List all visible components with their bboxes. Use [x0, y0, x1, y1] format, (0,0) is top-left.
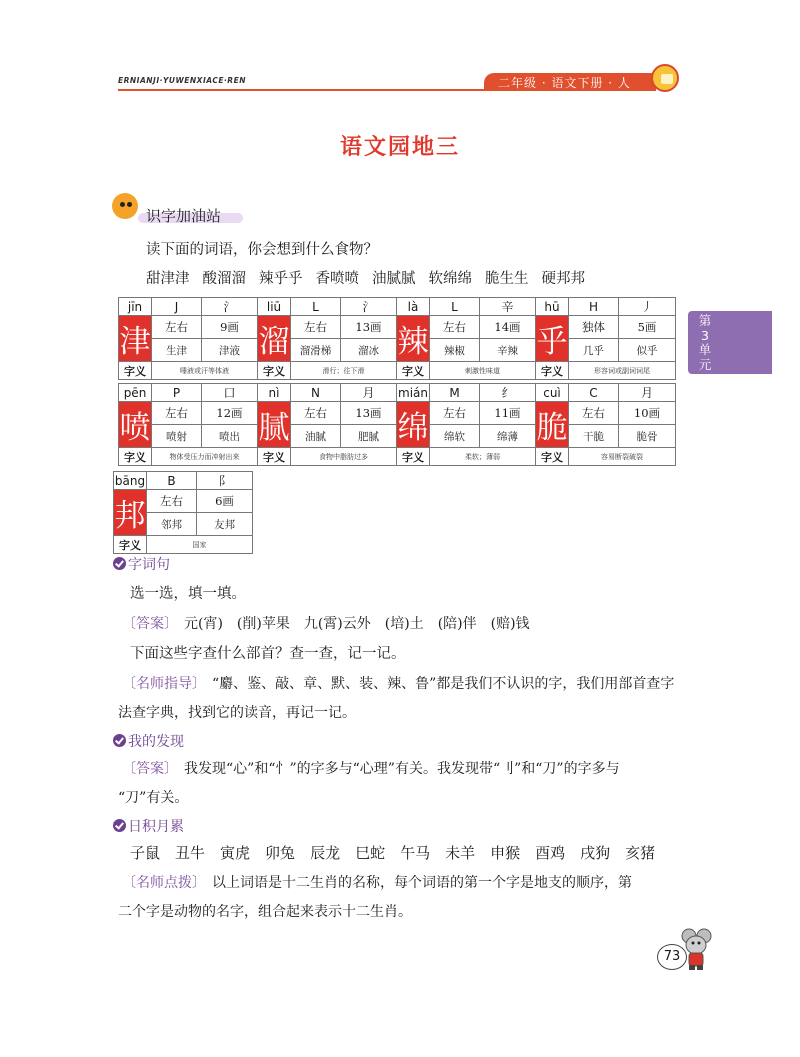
zodiac-word: 卯兔 — [265, 844, 296, 862]
char-word: 邻邦 — [147, 513, 197, 536]
char-big: 绵 — [397, 402, 430, 448]
food-words — [146, 267, 585, 288]
char-word: 辣椒 — [430, 339, 480, 362]
char-big: 喷 — [119, 402, 152, 448]
meaning-label: 字义 — [119, 448, 152, 466]
meaning-label: 字义 — [114, 536, 147, 554]
char-meaning: 唾液或汗等体液 — [152, 362, 258, 380]
char-radical: 阝 — [197, 472, 253, 490]
zodiac-word: 未羊 — [445, 844, 476, 862]
zodiac-word: 酉鸡 — [535, 844, 566, 862]
char-word: 喷射 — [152, 425, 202, 448]
char-big: 津 — [119, 316, 152, 362]
zodiac-word: 申猴 — [490, 844, 521, 862]
zodiac-list — [130, 842, 655, 863]
char-strokes: 9画 — [202, 316, 258, 339]
food-word: 油腻腻 — [372, 271, 416, 287]
char-strokes: 13画 — [341, 402, 397, 425]
zodiac-word: 午马 — [400, 844, 431, 862]
check-icon — [113, 819, 126, 832]
char-strokes: 6画 — [197, 490, 253, 513]
guide-tag: 〔名师指导〕 — [122, 676, 206, 692]
char-word: 绵薄 — [480, 425, 536, 448]
instruction-text: 读下面的词语，你会想到什么食物？ — [146, 242, 378, 258]
section-title-accumulate: 日积月累 — [128, 819, 184, 835]
char-meaning: 食物中脂肪过多 — [291, 448, 397, 466]
char-word: 津液 — [202, 339, 258, 362]
meaning-label: 字义 — [397, 362, 430, 380]
tip-tag: 〔名师点拨〕 — [122, 875, 206, 891]
section-title-discovery: 我的发现 — [128, 734, 184, 750]
char-pinyin: nì — [258, 384, 291, 402]
char-structure: 左右 — [291, 402, 341, 425]
char-word: 油腻 — [291, 425, 341, 448]
char-radical: 纟 — [480, 384, 536, 402]
char-meaning: 滑行；往下滑 — [291, 362, 397, 380]
char-pinyin: bāng — [114, 473, 146, 488]
char-word: 似乎 — [619, 339, 676, 362]
char-structure: 左右 — [430, 402, 480, 425]
char-big: 溜 — [258, 316, 291, 362]
char-pinyin: cuì — [536, 384, 569, 402]
char-letter: J — [152, 298, 202, 316]
char-word: 绵软 — [430, 425, 480, 448]
zodiac-word: 戌狗 — [580, 844, 611, 862]
char-letter: P — [152, 384, 202, 402]
meaning-label: 字义 — [536, 448, 569, 466]
guide-text-2: 法查字典，找到它的读音，再记一记。 — [118, 705, 356, 721]
section-title-literacy: 识字加油站 — [146, 207, 222, 225]
char-strokes: 12画 — [202, 402, 258, 425]
char-structure: 左右 — [147, 490, 197, 513]
char-word: 生津 — [152, 339, 202, 362]
char-word: 干脆 — [569, 425, 619, 448]
char-word: 友邦 — [197, 513, 253, 536]
char-big: 脆 — [536, 402, 569, 448]
page-title: 语文园地三 — [339, 135, 460, 160]
char-letter: C — [569, 384, 619, 402]
book-logo-icon — [651, 64, 679, 92]
char-letter: L — [430, 298, 480, 316]
char-strokes: 13画 — [341, 316, 397, 339]
char-pinyin: jīn — [119, 298, 152, 316]
char-word: 辛辣 — [480, 339, 536, 362]
char-structure: 独体 — [569, 316, 619, 339]
tip-text-1: 以上词语是十二生肖的名称，每个词语的第一个字是地支的顺序，第 — [212, 875, 632, 891]
char-pinyin: hū — [536, 298, 569, 316]
char-big: 腻 — [258, 402, 291, 448]
char-letter: L — [291, 298, 341, 316]
char-strokes: 14画 — [480, 316, 536, 339]
char-radical: 丿 — [619, 298, 676, 316]
char-pinyin: mián — [398, 385, 428, 400]
discovery-text-1: 我发现“心”和“忄”的字多与“心理”有关。我发现带“刂”和“刀”的字多与 — [184, 761, 620, 777]
food-word: 辣乎乎 — [259, 271, 303, 287]
zodiac-word: 巳蛇 — [355, 844, 386, 862]
char-word: 肥腻 — [341, 425, 397, 448]
food-word: 酸溜溜 — [202, 271, 246, 287]
char-structure: 左右 — [291, 316, 341, 339]
char-meaning: 容易断裂破裂 — [569, 448, 676, 466]
accumulate-tip — [122, 872, 632, 892]
meaning-label: 字义 — [119, 362, 152, 380]
answer-tag: 〔答案〕 — [122, 761, 178, 777]
char-pinyin: pēn — [119, 384, 152, 402]
zodiac-word: 亥猪 — [625, 844, 656, 862]
char-table-row3 — [113, 471, 253, 554]
char-radical: 口 — [202, 384, 258, 402]
char-word: 喷出 — [202, 425, 258, 448]
header-book-title: 二年级 · 语文下册 · 人 — [498, 76, 631, 90]
discovery-text-2: “刀”有关。 — [118, 790, 189, 806]
discovery-answer — [122, 758, 620, 778]
mascot-icon — [112, 193, 138, 219]
ziciju-line2: 下面这些字查什么部首？查一查，记一记。 — [130, 646, 406, 662]
char-big: 乎 — [536, 316, 569, 362]
zodiac-word: 子鼠 — [130, 844, 161, 862]
char-pinyin: là — [397, 298, 430, 316]
ziciju-answer — [122, 613, 530, 633]
char-word: 几乎 — [569, 339, 619, 362]
ziciju-guide — [122, 673, 674, 693]
char-pinyin: liū — [258, 298, 291, 316]
answer-text: 元(宵) (削)苹果 九(霄)云外 (培)土 (陪)伴 (赔)钱 — [184, 616, 530, 632]
food-word: 甜津津 — [146, 271, 190, 287]
food-word: 脆生生 — [485, 271, 529, 287]
header-pinyin-title: ERNIANJI·YUWENXIACE·REN — [118, 76, 246, 85]
char-radical: 月 — [619, 384, 676, 402]
food-word: 软绵绵 — [428, 271, 472, 287]
unit-tab-label: 第 3 单 元 — [698, 313, 712, 372]
char-meaning: 国家 — [147, 536, 253, 554]
check-icon — [113, 734, 126, 747]
zodiac-word: 辰龙 — [310, 844, 341, 862]
char-letter: N — [291, 384, 341, 402]
char-table-row2 — [118, 383, 676, 466]
char-radical: 氵 — [202, 298, 258, 316]
char-word: 溜滑梯 — [291, 339, 341, 362]
section-title-ziciju: 字词句 — [128, 557, 170, 573]
meaning-label: 字义 — [397, 448, 430, 466]
check-icon — [113, 557, 126, 570]
meaning-label: 字义 — [536, 362, 569, 380]
char-meaning: 柔软；薄弱 — [430, 448, 536, 466]
food-word: 香喷喷 — [315, 271, 359, 287]
page-number: 73 — [657, 944, 687, 970]
answer-tag: 〔答案〕 — [122, 616, 178, 632]
zodiac-word: 丑牛 — [175, 844, 206, 862]
char-structure: 左右 — [152, 316, 202, 339]
char-structure: 左右 — [152, 402, 202, 425]
char-structure: 左右 — [569, 402, 619, 425]
char-letter: H — [569, 298, 619, 316]
char-meaning: 物体受压力而冲射出来 — [152, 448, 258, 466]
char-radical: 辛 — [480, 298, 536, 316]
char-meaning: 刺激性味道 — [430, 362, 536, 380]
char-strokes: 11画 — [480, 402, 536, 425]
char-strokes: 5画 — [619, 316, 676, 339]
ziciju-line1: 选一选，填一填。 — [130, 586, 246, 602]
char-meaning: 形容词或副词词尾 — [569, 362, 676, 380]
meaning-label: 字义 — [258, 362, 291, 380]
char-radical: 氵 — [341, 298, 397, 316]
zodiac-word: 寅虎 — [220, 844, 251, 862]
char-word: 脆骨 — [619, 425, 676, 448]
char-strokes: 10画 — [619, 402, 676, 425]
guide-text-1: “麝、鉴、敲、章、默、装、辣、鲁”都是我们不认识的字，我们用部首查字 — [212, 676, 675, 692]
char-word: 溜冰 — [341, 339, 397, 362]
char-letter: B — [147, 472, 197, 490]
char-structure: 左右 — [430, 316, 480, 339]
meaning-label: 字义 — [258, 448, 291, 466]
char-big: 辣 — [397, 316, 430, 362]
tip-text-2: 二个字是动物的名字，组合起来表示十二生肖。 — [118, 904, 412, 920]
char-big: 邦 — [114, 490, 147, 536]
food-word: 硬邦邦 — [541, 271, 585, 287]
char-table-row1 — [118, 297, 676, 380]
char-radical: 月 — [341, 384, 397, 402]
char-letter: M — [430, 384, 480, 402]
